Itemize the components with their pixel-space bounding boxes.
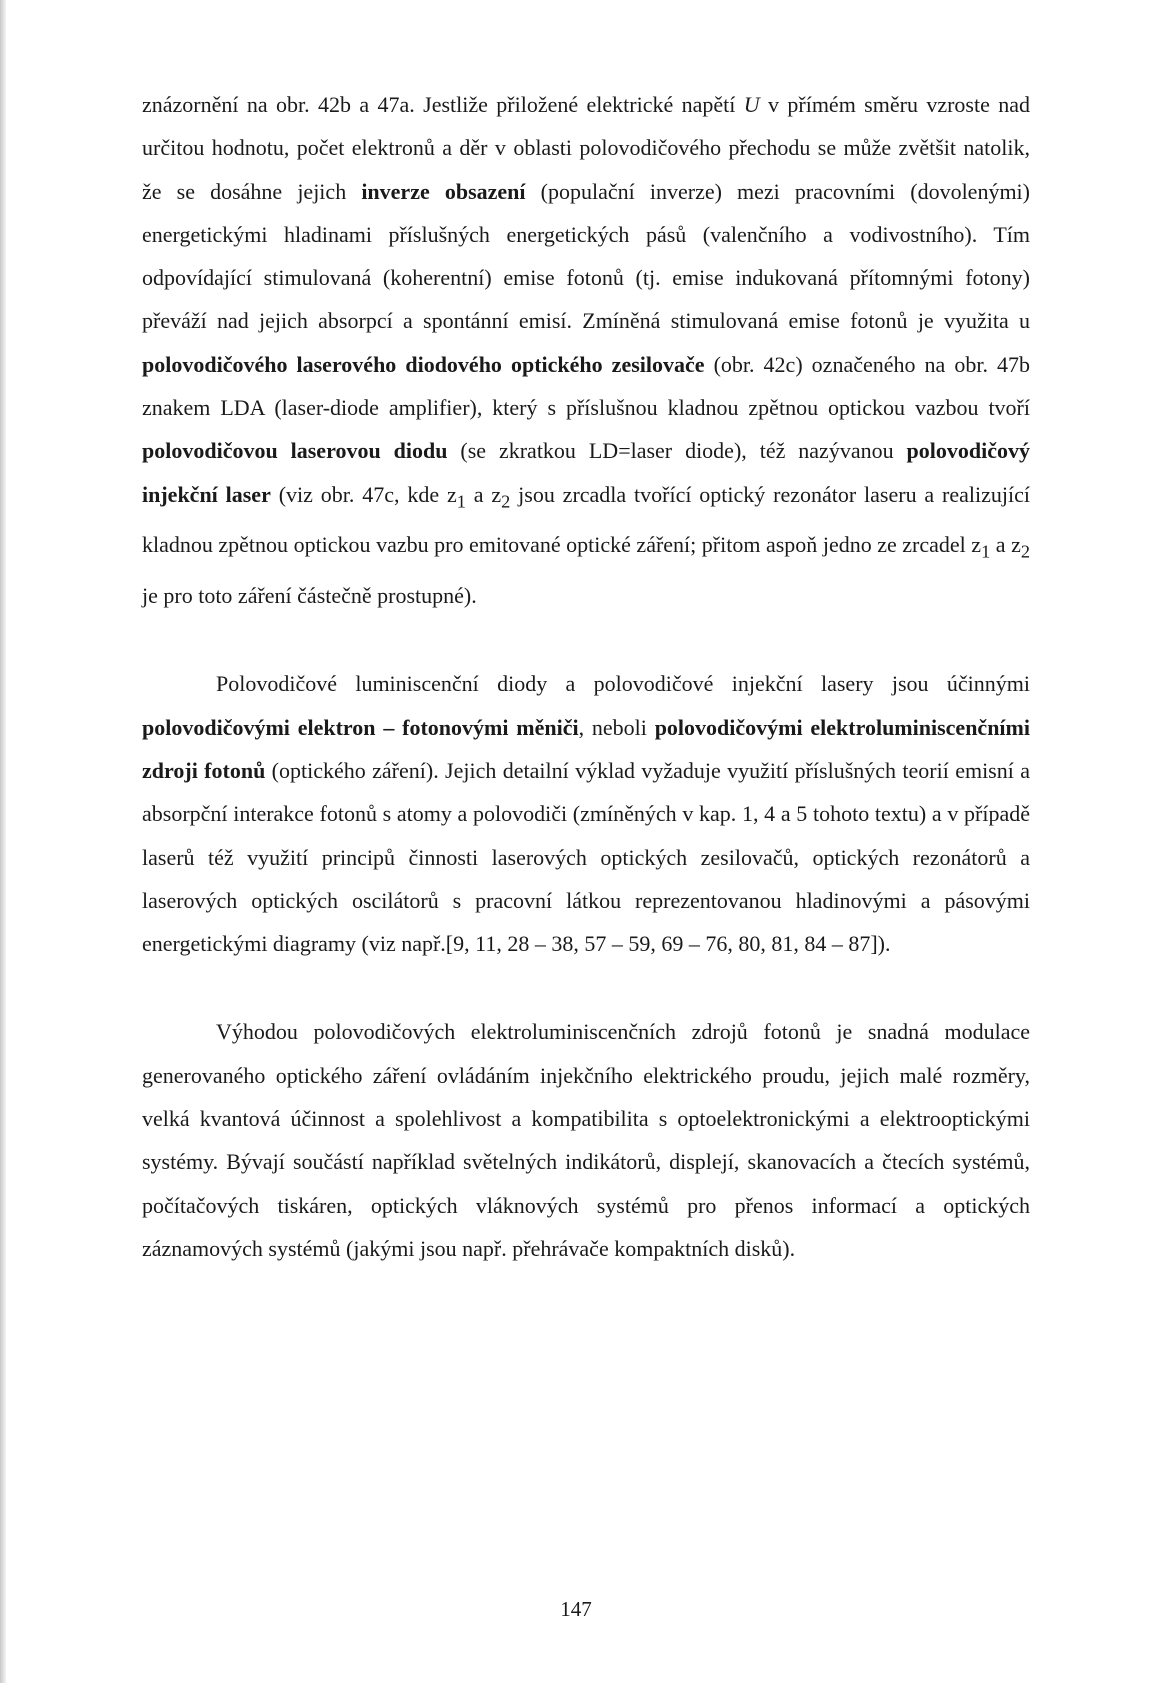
p1-subscript-4: 2 xyxy=(1020,541,1031,562)
p1-text-4: (obr. 42c) označeného na obr. 47b znakem LDA (laser-diode amplifier), který s příslušnou kladnou zpětnou optickou vazbou tvoří xyxy=(142,351,1030,421)
p2-text-2: , neboli xyxy=(578,714,655,740)
p1-bold-amplifier: polovodičového laserového diodového optického zesilovače xyxy=(142,351,705,377)
paragraph-1 xyxy=(142,83,1030,617)
p1-bold-injection-laser: polovodičový injekční laser xyxy=(142,438,1030,507)
p2-bold-sources: polovodičovými elektroluminiscenčními zdroji fotonů xyxy=(142,714,1030,783)
p1-subscript-3: 1 xyxy=(981,541,991,562)
paragraph-3 xyxy=(142,1010,1030,1270)
p1-bold-laser-diode: polovodičovou laserovou diodu xyxy=(142,438,448,464)
p2-text-1: Polovodičové luminiscenční diody a polovodičové injekční lasery jsou účinnými xyxy=(216,671,1030,697)
p1-text-3: (populační inverze) mezi pracovními (dovolenými) energetickými hladinami příslušných energetických pásů (valenčního a vodivostního). Tím odpovídající stimulovaná (koherentní) emise fotonů (tj. emise indukovaná přítomnými fotony) převáží nad jejich absorpcí a spontánní emisí. Zmíněná stimulovaná emise fotonů je využita u xyxy=(142,178,1030,334)
page-number: 147 xyxy=(560,1597,592,1621)
p1-subscript-1: 1 xyxy=(456,491,466,512)
p1-bold-inversion: inverze obsazení xyxy=(361,178,526,204)
p1-text-1: znázornění na obr. 42b a 47a. Jestliže přiložené elektrické napětí xyxy=(142,92,744,117)
p2-text-3: (optického záření). Jejich detailní výklad vyžaduje využití příslušných teorií emisní a absorpční interakce fotonů s atomy a polovodiči (zmíněných v kap. 1, 4 a 5 tohoto textu) a v případě laserů též využití principů činnosti laserových optických zesilovačů, optických rezonátorů a laserových optických oscilátorů s pracovní látkou reprezentovanou hladinovými a pásovými energetickými diagramy (viz např.[9, 11, 28 – 38, 57 – 59, 69 – 76, 80, 81, 84 – 87]). xyxy=(142,757,1030,957)
document-page xyxy=(142,83,1030,1270)
p1-text-9: a z xyxy=(990,532,1021,558)
p1-voltage-symbol: U xyxy=(743,92,760,117)
p1-text-8: jsou zrcadla tvořící optický rezonátor laseru a realizující kladnou zpětnou optickou vazbu pro emitované optické záření; přitom aspoň jedno ze zrcadel z xyxy=(142,481,1030,558)
p1-text-10: je pro toto záření částečně prostupné). xyxy=(142,583,477,609)
p1-text-6: (viz obr. 47c, kde z xyxy=(270,481,457,507)
p1-subscript-2: 2 xyxy=(501,491,511,512)
paragraph-2 xyxy=(142,662,1030,965)
scan-edge-shadow xyxy=(0,0,6,1683)
p2-bold-converters: polovodičovými elektron – fotonovými měniči xyxy=(142,714,579,740)
p3-text-1: Výhodou polovodičových elektroluminiscenčních zdrojů fotonů je snadná modulace generovaného optického záření ovládáním injekčního elektrického proudu, jejich malé rozměry, velká kvantová účinnost a spolehlivost a kompatibilita s optoelektronickými a elektrooptickými systémy. Bývají součástí například světelných indikátorů, displejí, skanovacích a čtecích systémů, počítačových tiskáren, optických vláknových systémů pro přenos informací a optických záznamových systémů (jakými jsou např. přehrávače kompaktních disků). xyxy=(142,1019,1030,1261)
p1-text-5: (se zkratkou LD=laser diode), též nazývanou xyxy=(447,438,907,464)
p1-text-7: a z xyxy=(465,481,502,507)
p1-text-2: v přímém směru vzroste nad určitou hodnotu, počet elektronů a děr v oblasti polovodičového přechodu se může zvětšit natolik, že se dosáhne jejich xyxy=(142,92,1030,204)
